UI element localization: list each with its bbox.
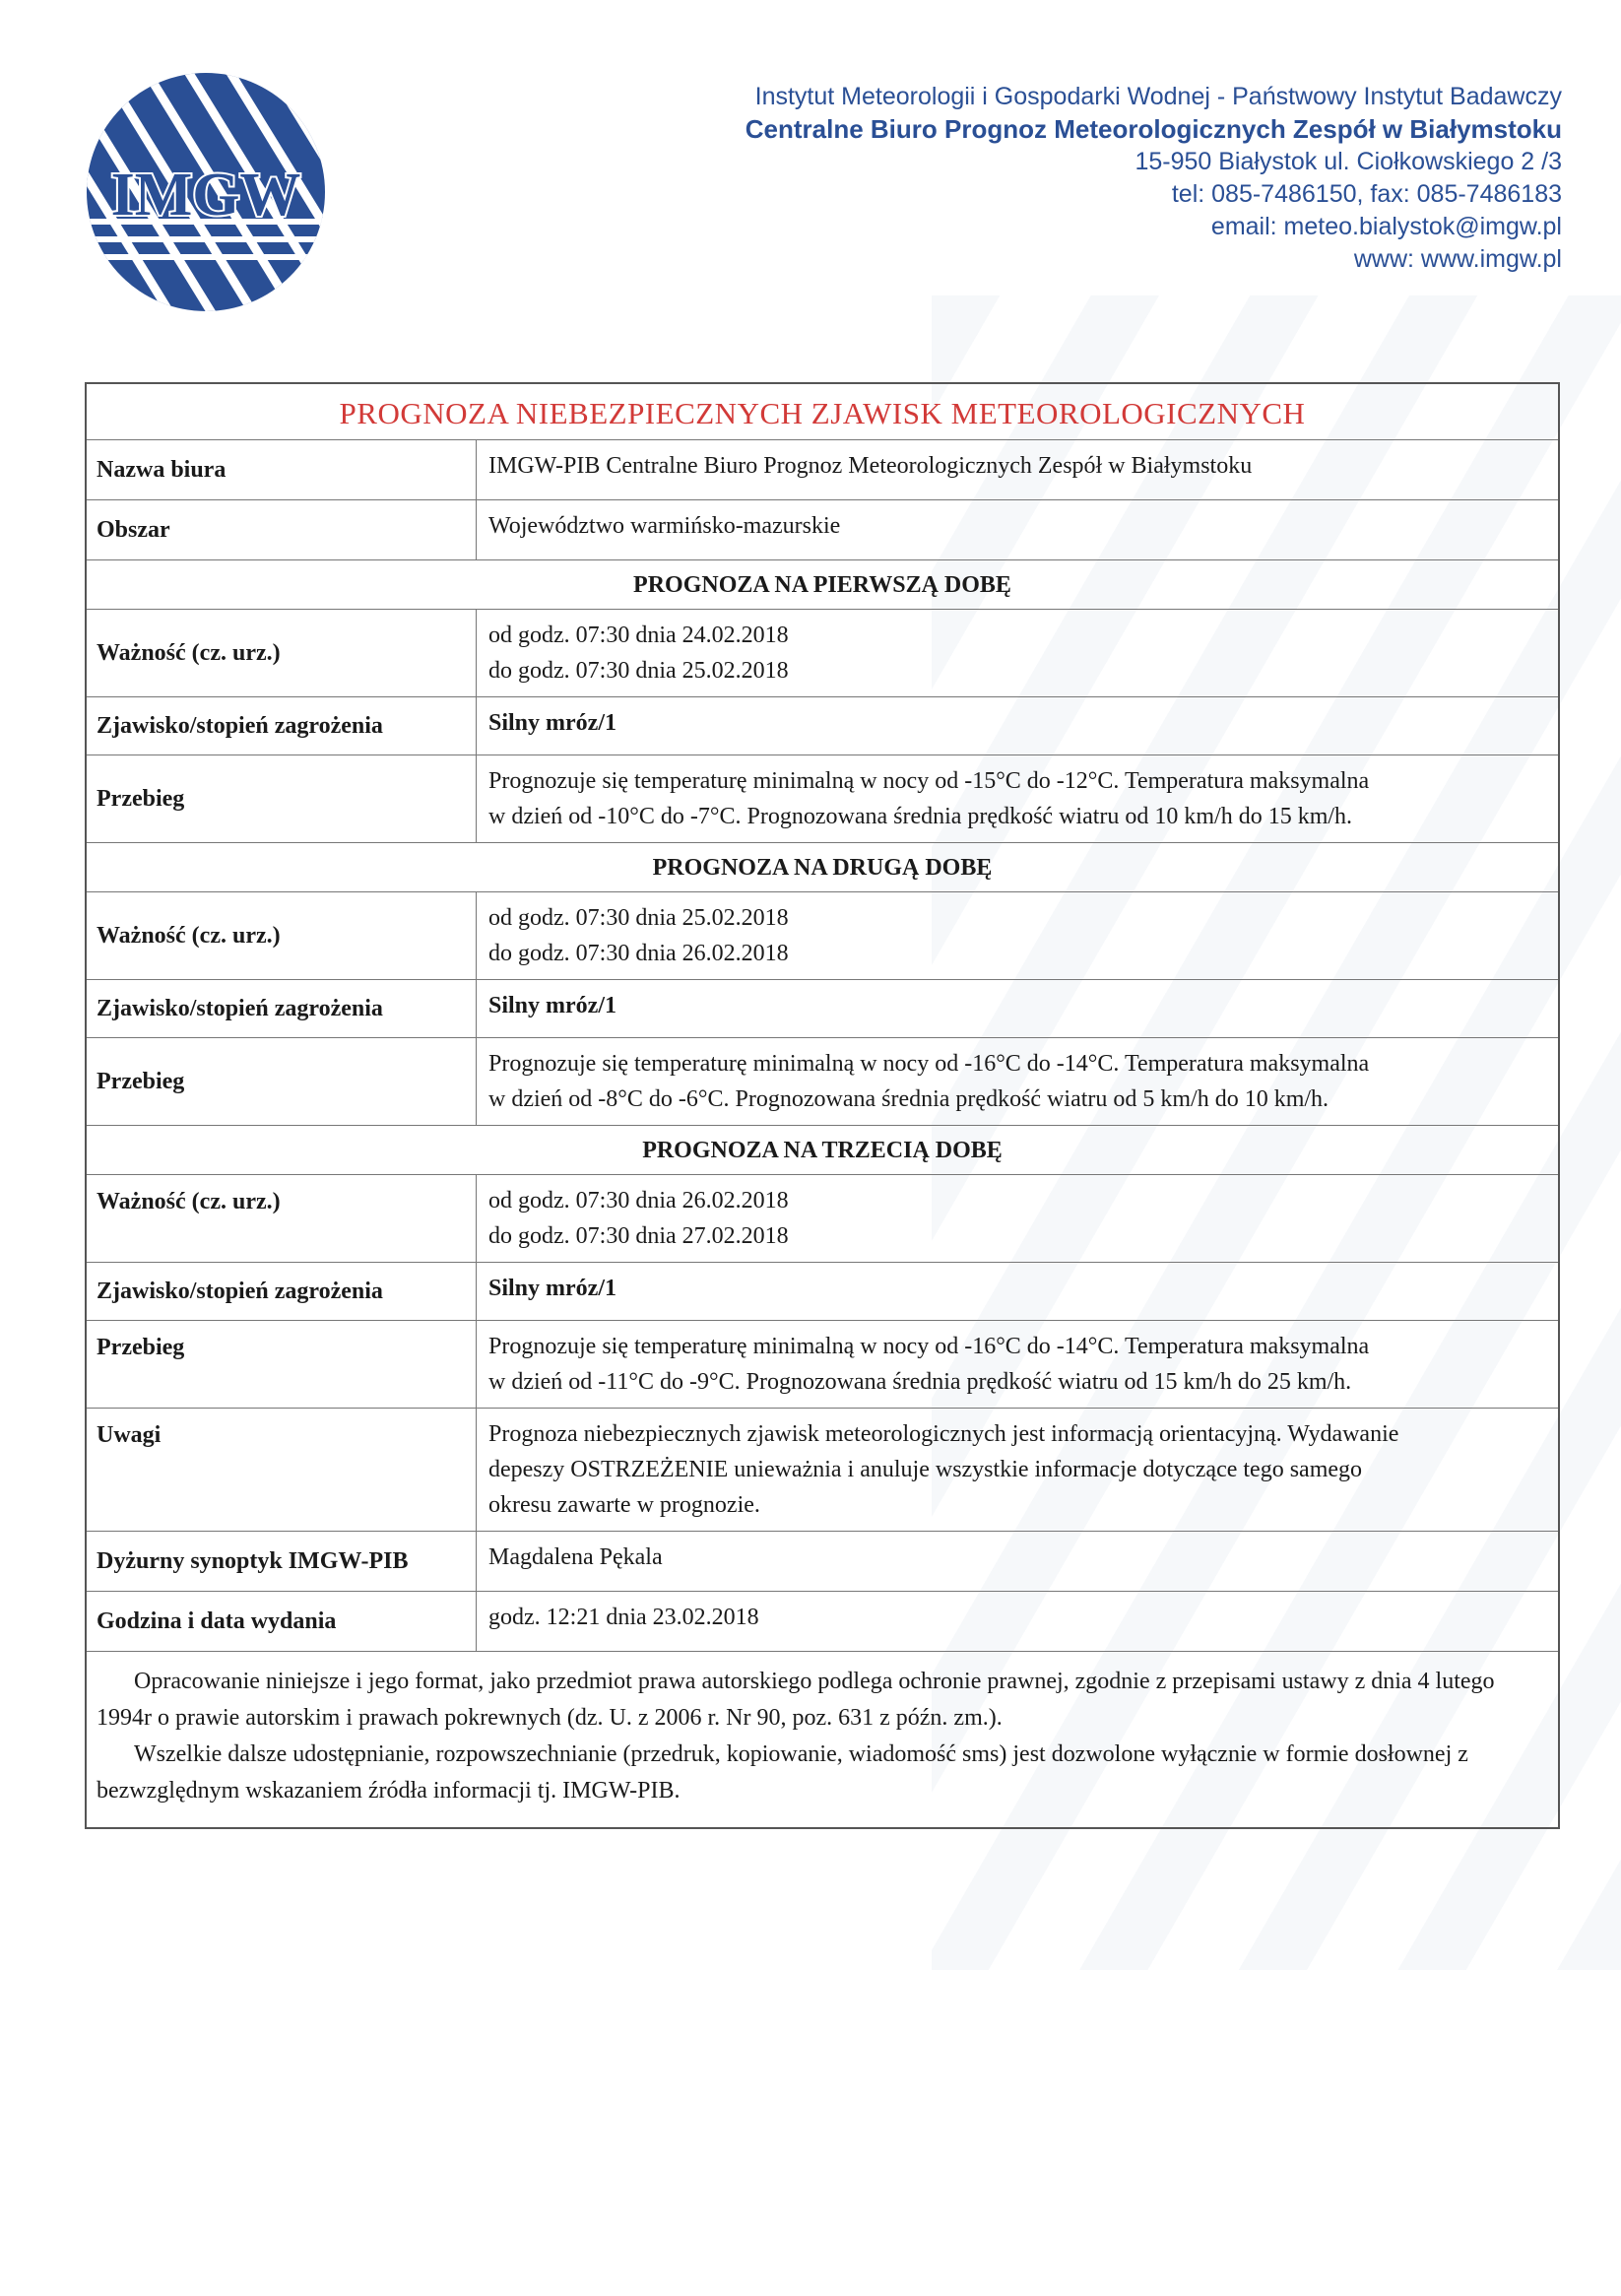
day3-heading: PROGNOZA NA TRZECIĄ DOBĘ	[87, 1126, 1558, 1175]
validity-label: Ważność (cz. urz.)	[87, 1175, 477, 1262]
issued-value: godz. 12:21 dnia 23.02.2018	[488, 1605, 759, 1630]
phone-fax: tel: 085-7486150, fax: 085-7486183	[1171, 180, 1562, 208]
issued-label: Godzina i data wydania	[87, 1592, 477, 1651]
address: 15-950 Białystok ul. Ciołkowskiego 2 /3	[1135, 148, 1562, 175]
bureau-name: Centralne Biuro Prognoz Meteorologicznych Zespół w Białymstoku	[745, 114, 1562, 144]
day2-valid-to: do godz. 07:30 dnia 26.02.2018	[488, 941, 789, 966]
day3-phenomenon: Silny mróz/1	[488, 1276, 616, 1301]
phenomenon-label: Zjawisko/stopień zagrożenia	[87, 1263, 477, 1320]
course-label: Przebieg	[87, 755, 477, 842]
day3-phenomenon-row	[87, 1263, 1558, 1321]
day2-course-row	[87, 1038, 1558, 1126]
phenomenon-label: Zjawisko/stopień zagrożenia	[87, 697, 477, 754]
area-label: Obszar	[87, 500, 477, 559]
website: www: www.imgw.pl	[1353, 245, 1562, 273]
day1-valid-from: od godz. 07:30 dnia 24.02.2018	[488, 623, 789, 648]
day3-validity-row	[87, 1175, 1558, 1263]
course-label: Przebieg	[87, 1321, 477, 1408]
day2-heading: PROGNOZA NA DRUGĄ DOBĘ	[87, 843, 1558, 892]
day1-course-line2: w dzień od -10°C do -7°C. Prognozowana średnia prędkość wiatru od 10 km/h do 15 km/h.	[488, 804, 1353, 829]
phenomenon-label: Zjawisko/stopień zagrożenia	[87, 980, 477, 1037]
copyright-footer	[87, 1652, 1558, 1827]
notes-label: Uwagi	[87, 1409, 477, 1531]
duty-value: Magdalena Pękala	[488, 1544, 663, 1570]
area-row	[87, 500, 1558, 560]
office-row	[87, 440, 1558, 500]
day1-course-row	[87, 755, 1558, 843]
day1-heading: PROGNOZA NA PIERWSZĄ DOBĘ	[87, 560, 1558, 610]
day2-validity-row	[87, 892, 1558, 980]
office-value: IMGW-PIB Centralne Biuro Prognoz Meteorologicznych Zespół w Białymstoku	[488, 453, 1253, 479]
notes-line1: Prognoza niebezpiecznych zjawisk meteorologicznych jest informacją orientacyjną. Wydawanie	[488, 1421, 1399, 1447]
day2-phenomenon-row	[87, 980, 1558, 1038]
institute-name: Instytut Meteorologii i Gospodarki Wodnej - Państwowy Instytut Badawczy	[754, 83, 1562, 110]
day1-phenomenon: Silny mróz/1	[488, 710, 616, 736]
issued-row	[87, 1592, 1558, 1652]
document-title: PROGNOZA NIEBEZPIECZNYCH ZJAWISK METEOROLOGICZNYCH	[87, 384, 1558, 440]
day3-course-line2: w dzień od -11°C do -9°C. Prognozowana średnia prędkość wiatru od 15 km/h do 25 km/h.	[488, 1369, 1352, 1395]
day2-course-line1: Prognozuje się temperaturę minimalną w nocy od -16°C do -14°C. Temperatura maksymalna	[488, 1051, 1370, 1077]
area-value: Województwo warmińsko-mazurskie	[488, 513, 841, 539]
day3-valid-from: od godz. 07:30 dnia 26.02.2018	[488, 1188, 789, 1214]
distribution-paragraph: Wszelkie dalsze udostępnianie, rozpowszechnianie (przedruk, kopiowanie, wiadomość sms) jest dozwolone wyłącznie w formie dosłownej z bezwzględnym wskazaniem źródła informacji tj. IMGW-PIB.	[97, 1741, 1468, 1804]
day3-valid-to: do godz. 07:30 dnia 27.02.2018	[488, 1223, 789, 1249]
notes-line2: depeszy OSTRZEŻENIE unieważnia i anuluje wszystkie informacje dotyczące tego samego	[488, 1457, 1363, 1482]
validity-label: Ważność (cz. urz.)	[87, 610, 477, 696]
notes-row	[87, 1409, 1558, 1532]
day3-course-row	[87, 1321, 1558, 1409]
day2-course-line2: w dzień od -8°C do -6°C. Prognozowana średnia prędkość wiatru od 5 km/h do 10 km/h.	[488, 1086, 1329, 1112]
day2-phenomenon: Silny mróz/1	[488, 993, 616, 1018]
copyright-paragraph: Opracowanie niniejsze i jego format, jako przedmiot prawa autorskiego podlega ochronie prawnej, zgodnie z przepisami ustawy z dnia 4 lutego 1994r o prawie autorskim i prawach pokrewnych (dz. U. z 2006 r. Nr 90, poz. 631 z późn. zm.).	[97, 1669, 1495, 1731]
notes-line3: okresu zawarte w prognozie.	[488, 1492, 760, 1518]
email: email: meteo.bialystok@imgw.pl	[1210, 213, 1562, 240]
imgw-logo	[85, 71, 327, 313]
day1-valid-to: do godz. 07:30 dnia 25.02.2018	[488, 658, 789, 684]
institute-header	[746, 81, 1562, 276]
day2-valid-from: od godz. 07:30 dnia 25.02.2018	[488, 905, 789, 931]
logo-text: IMGW	[110, 162, 301, 229]
day1-validity-row	[87, 610, 1558, 697]
course-label: Przebieg	[87, 1038, 477, 1125]
day3-course-line1: Prognozuje się temperaturę minimalną w nocy od -16°C do -14°C. Temperatura maksymalna	[488, 1334, 1370, 1359]
duty-label: Dyżurny synoptyk IMGW-PIB	[87, 1532, 477, 1591]
day1-course-line1: Prognozuje się temperaturę minimalną w nocy od -15°C do -12°C. Temperatura maksymalna	[488, 768, 1370, 794]
office-label: Nazwa biura	[87, 440, 477, 499]
forecast-document	[85, 382, 1560, 1829]
validity-label: Ważność (cz. urz.)	[87, 892, 477, 979]
duty-row	[87, 1532, 1558, 1592]
day1-phenomenon-row	[87, 697, 1558, 755]
